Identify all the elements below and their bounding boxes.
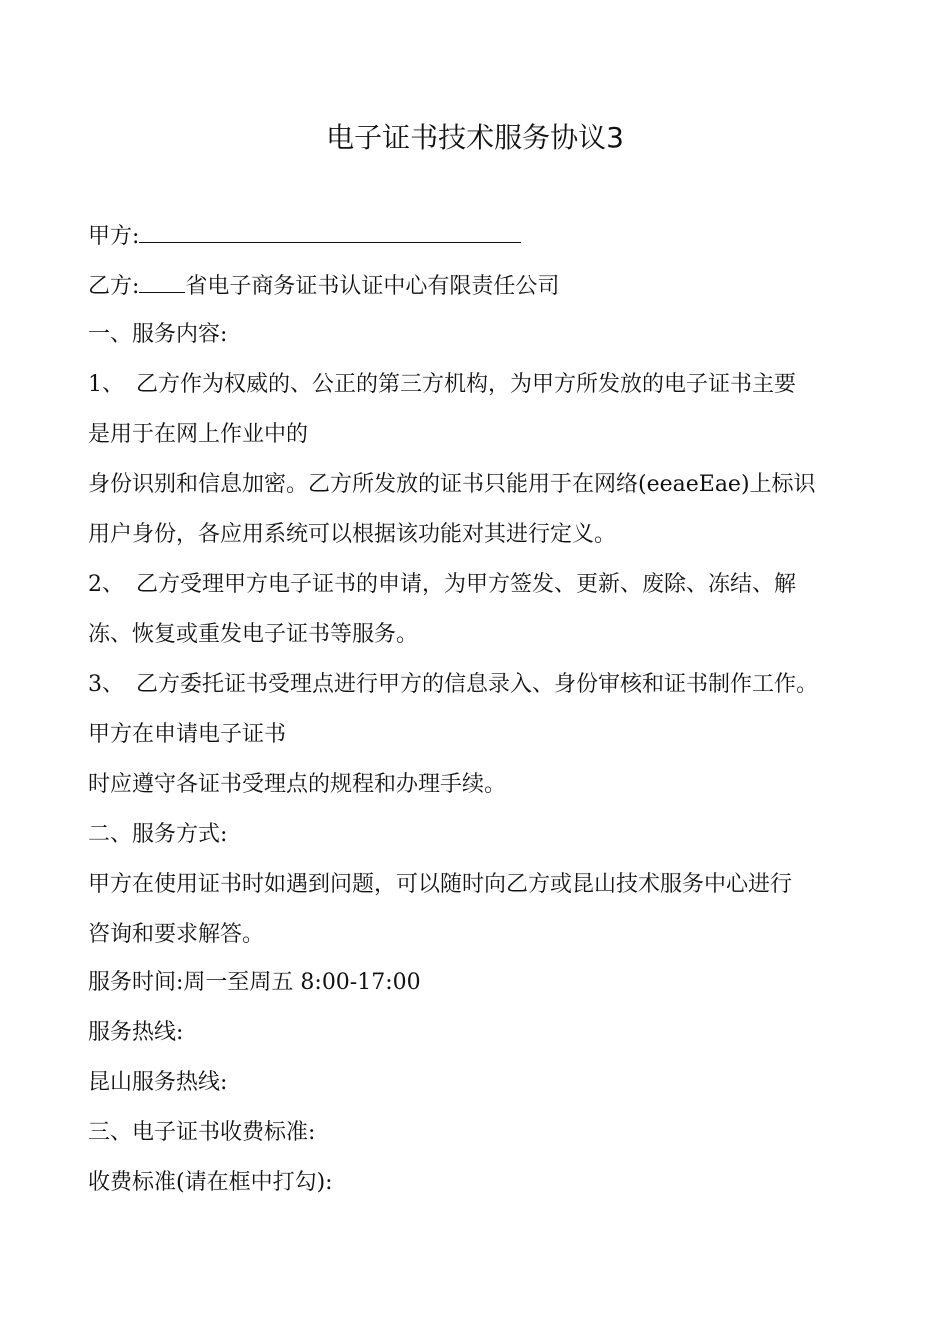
service-hotline: 服务热线: xyxy=(88,1020,184,1045)
item1-number: 1、 xyxy=(88,372,124,397)
item1-line3: 身份识别和信息加密。乙方所发放的证书只能用于在网络(eeaeEae)上标识 xyxy=(88,472,816,497)
document-title: 电子证书技术服务协议3 xyxy=(326,121,624,154)
party-a-line xyxy=(88,220,521,252)
party-a-blank xyxy=(139,220,521,243)
item3-number: 3、 xyxy=(88,672,124,697)
item3-line2: 甲方在申请电子证书 xyxy=(88,722,287,747)
section3-heading: 三、电子证书收费标准: xyxy=(88,1120,316,1145)
party-b-line xyxy=(88,270,559,302)
item1-line4: 用户身份，各应用系统可以根据该功能对其进行定义。 xyxy=(88,522,617,547)
item3-text-1: 乙方委托证书受理点进行甲方的信息录入、身份审核和证书制作工作。 xyxy=(136,672,819,697)
party-a-label: 甲方: xyxy=(88,224,140,249)
party-b-blank xyxy=(139,270,185,293)
section2-line1: 甲方在使用证书时如遇到问题，可以随时向乙方或昆山技术服务中心进行 xyxy=(88,872,793,897)
section2-line2: 咨询和要求解答。 xyxy=(88,922,265,947)
item2-line2: 冻、恢复或重发电子证书等服务。 xyxy=(88,622,419,647)
section2-heading: 二、服务方式: xyxy=(88,822,228,847)
item1-text-1: 乙方作为权威的、公正的第三方机构，为甲方所发放的电子证书主要 xyxy=(136,372,797,397)
party-b-label: 乙方: xyxy=(88,274,140,299)
item2-text-1: 乙方受理甲方电子证书的申请，为甲方签发、更新、废除、冻结、解 xyxy=(136,572,797,597)
item3-line3: 时应遵守各证书受理点的规程和办理手续。 xyxy=(88,772,507,797)
service-time: 服务时间:周一至周五 8:00-17:00 xyxy=(88,970,421,995)
item1-line1 xyxy=(88,370,796,400)
item2-line1 xyxy=(88,570,796,600)
section1-heading: 一、服务内容: xyxy=(88,322,228,347)
kunshan-hotline: 昆山服务热线: xyxy=(88,1070,228,1095)
item2-number: 2、 xyxy=(88,572,124,597)
fee-standard: 收费标准(请在框中打勾): xyxy=(88,1170,333,1195)
item1-line2: 是用于在网上作业中的 xyxy=(88,422,309,447)
item3-line1 xyxy=(88,670,818,700)
party-b-name: 省电子商务证书认证中心有限责任公司 xyxy=(185,274,560,299)
